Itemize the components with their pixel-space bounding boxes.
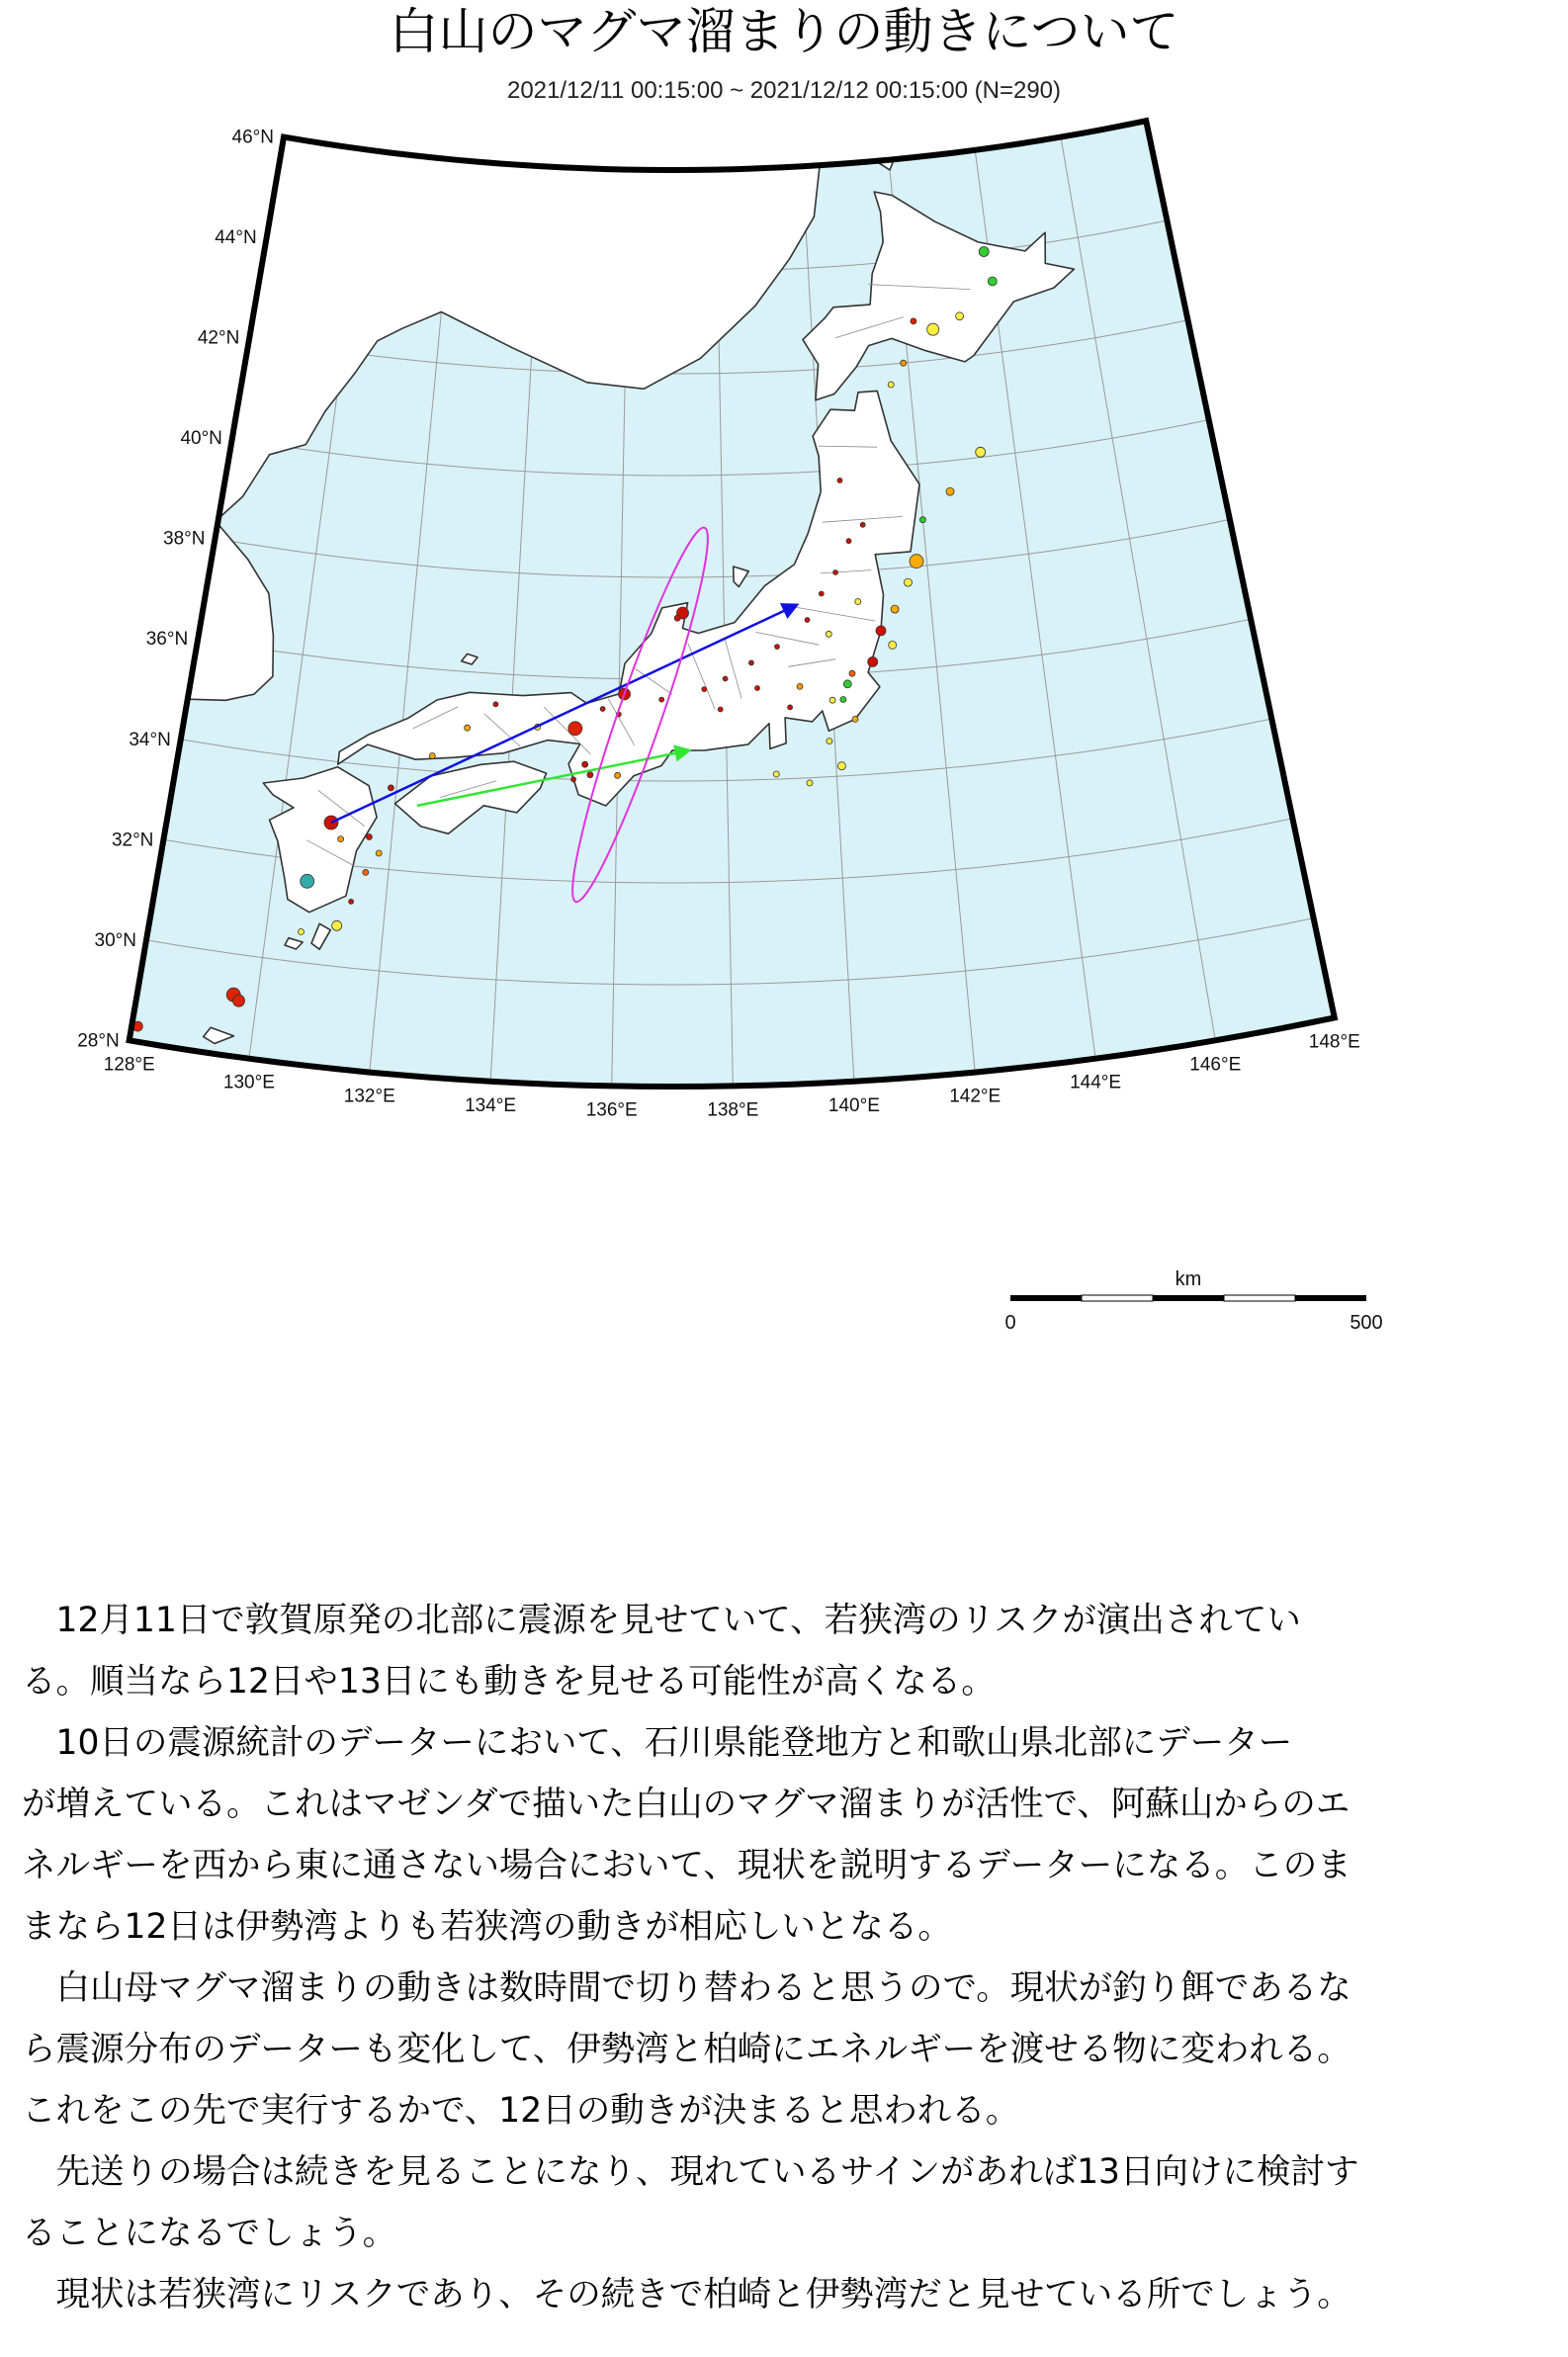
lon-label: 148°E <box>1308 1031 1360 1053</box>
earthquake-marker <box>976 447 986 457</box>
epicenter-map <box>0 71 1568 1584</box>
lon-label: 146°E <box>1189 1054 1242 1076</box>
earthquake-marker <box>956 312 964 320</box>
lat-label: 28°N <box>77 1030 120 1052</box>
lon-label: 140°E <box>828 1094 880 1116</box>
earthquake-marker <box>855 599 861 605</box>
earthquake-marker <box>723 676 728 681</box>
earthquake-marker <box>827 739 832 744</box>
scale-min: 0 <box>1004 1312 1016 1334</box>
paragraph-line: ネルギーを西から東に通さない場合において、現状を説明するデーターになる。このま <box>22 1846 1351 1885</box>
earthquake-marker <box>363 869 369 875</box>
lon-label: 136°E <box>585 1099 638 1121</box>
paragraph-line: 12月11日で敦賀原発の北部に震源を見せていて、若狭湾のリスクが演出されてい <box>22 1601 1301 1640</box>
lon-label: 142°E <box>949 1086 1002 1107</box>
earthquake-marker <box>988 277 997 286</box>
earthquake-marker <box>775 645 780 650</box>
earthquake-marker <box>910 555 923 568</box>
lat-label: 34°N <box>129 729 171 750</box>
earthquake-marker <box>826 631 831 637</box>
lat-label: 30°N <box>94 929 136 951</box>
scale-max: 500 <box>1350 1312 1383 1334</box>
earthquake-marker <box>888 382 894 388</box>
paragraph-line: 現状は若狭湾にリスクであり、その続きで柏崎と伊勢湾だと見せている所でしょう。 <box>22 2275 1351 2314</box>
paragraph-line: 先送りの場合は続きを見ることになり、現れているサインがあれば13日向けに検討す <box>22 2152 1359 2192</box>
earthquake-marker <box>349 899 354 904</box>
article-body <box>22 1590 1552 2325</box>
earthquake-marker <box>979 247 989 257</box>
earthquake-marker <box>919 517 925 523</box>
earthquake-marker <box>587 772 593 778</box>
map-canvas <box>0 71 1568 1584</box>
earthquake-marker <box>946 487 954 495</box>
lon-label: 130°E <box>222 1072 275 1093</box>
paragraph-line: ら震源分布のデーターも変化して、伊勢湾と柏崎にエネルギーを渡せる物に変われる。 <box>22 2030 1351 2069</box>
earthquake-marker <box>837 478 842 482</box>
earthquake-marker <box>429 753 435 759</box>
scale-unit: km <box>1175 1268 1202 1290</box>
earthquake-marker <box>797 683 803 689</box>
earthquake-marker <box>868 656 878 666</box>
lon-label: 134°E <box>465 1094 517 1116</box>
lat-label: 42°N <box>197 327 240 349</box>
earthquake-marker <box>568 722 582 736</box>
earthquake-marker <box>582 761 588 767</box>
earthquake-marker <box>788 705 793 710</box>
earthquake-marker <box>849 670 855 676</box>
earthquake-marker <box>702 687 707 692</box>
earthquake-marker <box>571 777 576 782</box>
earthquake-marker <box>901 360 907 366</box>
earthquake-marker <box>905 578 913 586</box>
earthquake-marker <box>889 641 897 649</box>
earthquake-marker <box>876 626 886 636</box>
earthquake-marker <box>718 707 723 712</box>
earthquake-marker <box>829 697 835 703</box>
earthquake-marker <box>891 605 899 613</box>
lon-label: 138°E <box>707 1099 759 1121</box>
earthquake-marker <box>338 836 344 842</box>
earthquake-marker <box>465 725 471 731</box>
earthquake-marker <box>674 615 680 621</box>
earthquake-marker <box>911 318 916 324</box>
earthquake-marker <box>659 697 664 702</box>
scale-bar <box>1004 1268 1382 1334</box>
earthquake-marker <box>852 716 858 722</box>
earthquake-marker <box>299 928 305 934</box>
earthquake-marker <box>840 697 846 703</box>
lon-label: 128°E <box>103 1054 155 1076</box>
lat-label: 32°N <box>111 829 154 851</box>
earthquake-marker <box>615 772 621 778</box>
earthquake-marker <box>332 920 342 930</box>
earthquake-marker <box>805 618 810 623</box>
lat-label: 38°N <box>163 528 206 550</box>
earthquake-marker <box>860 522 865 527</box>
map-subtitle: 2021/12/11 00:15:00 ~ 2021/12/12 00:15:00 (N=290) <box>506 77 1062 104</box>
paragraph-line: が増えている。これはマゼンダで描いた白山のマグマ溜まりが活性で、阿蘇山からのエ <box>22 1785 1350 1824</box>
earthquake-marker <box>843 680 851 688</box>
paragraph-line: これをこの先で実行するかで、12日の動きが決まると思われる。 <box>22 2091 1020 2131</box>
earthquake-marker <box>493 702 498 707</box>
earthquake-marker <box>773 771 779 777</box>
earthquake-marker <box>388 785 393 791</box>
earthquake-marker <box>833 570 838 575</box>
earthquake-marker <box>376 850 382 856</box>
lat-label: 40°N <box>180 428 222 450</box>
earthquake-marker <box>233 995 245 1006</box>
lon-label: 132°E <box>343 1086 395 1107</box>
paragraph-line: 10日の震源統計のデーターにおいて、石川県能登地方と和歌山県北部にデーター <box>22 1723 1293 1763</box>
earthquake-marker <box>927 323 939 335</box>
earthquake-marker <box>846 539 851 544</box>
earthquake-marker <box>807 780 813 786</box>
page-title: 白山のマグマ溜まりの動きについて <box>389 3 1179 60</box>
lat-label: 46°N <box>231 127 274 148</box>
earthquake-marker <box>837 762 845 770</box>
paragraph-line: まなら12日は伊勢湾よりも若狭湾の動きが相応しいとなる。 <box>22 1907 952 1947</box>
earthquake-marker <box>301 874 314 888</box>
earthquake-marker <box>819 591 824 596</box>
lat-label: 36°N <box>145 629 189 651</box>
earthquake-marker <box>600 707 605 712</box>
paragraph-line: ることになるでしょう。 <box>22 2214 397 2253</box>
paragraph-line: る。順当なら12日や13日にも動きを見せる可能性が高くなる。 <box>22 1662 996 1702</box>
earthquake-marker <box>366 834 372 840</box>
lon-label: 144°E <box>1070 1072 1122 1093</box>
paragraph-line: 白山母マグマ溜まりの動きは数時間で切り替わると思うので。現状が釣り餌であるな <box>22 1968 1351 2008</box>
lat-label: 44°N <box>215 227 257 249</box>
earthquake-marker <box>755 686 760 691</box>
earthquake-marker <box>748 660 753 665</box>
